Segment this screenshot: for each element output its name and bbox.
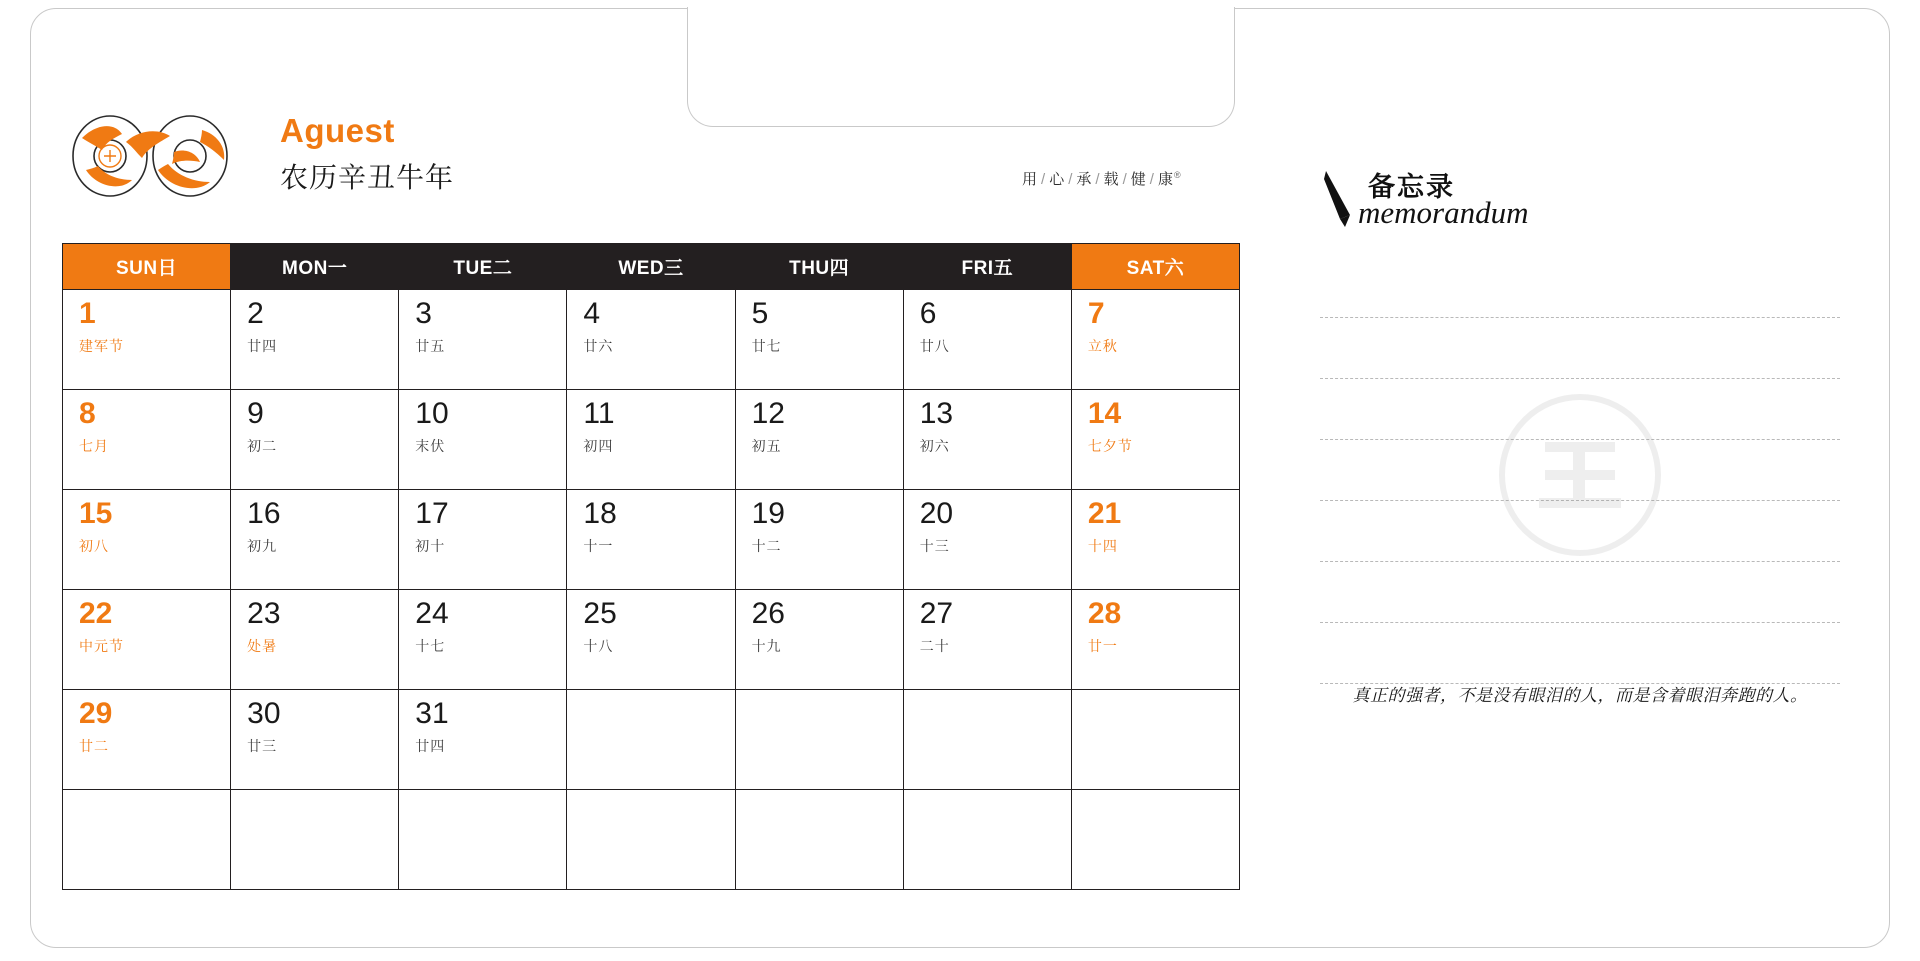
- day-lunar-label: 十三: [919, 537, 950, 554]
- day-lunar-label: 十一: [583, 537, 614, 554]
- day-cell[interactable]: [63, 690, 231, 790]
- day-number: 25: [583, 597, 617, 630]
- calendar-week-row: [63, 790, 1240, 890]
- day-cell-empty: [735, 790, 903, 890]
- memo-panel: [1320, 165, 1840, 865]
- day-number: 14: [1087, 397, 1122, 430]
- day-cell[interactable]: [231, 490, 399, 590]
- day-lunar-label: 初八: [79, 537, 109, 554]
- memo-quote: 真正的强者，不是没有眼泪的人，而是含着眼泪奔跑的人。: [1352, 686, 1808, 705]
- day-lunar-label: 七月: [79, 437, 109, 454]
- day-number: 12: [751, 397, 785, 430]
- day-cell[interactable]: [735, 490, 903, 590]
- slogan-char-4: 载: [1103, 171, 1120, 188]
- memo-header: [1320, 165, 1840, 243]
- day-number: 24: [415, 597, 449, 630]
- weekday-header-0: SUN日: [63, 244, 231, 290]
- day-cell[interactable]: [567, 590, 735, 690]
- day-number: 22: [79, 597, 113, 630]
- day-cell[interactable]: [399, 290, 567, 390]
- day-cell-empty: [399, 790, 567, 890]
- day-cell[interactable]: [1071, 490, 1239, 590]
- day-lunar-label: 十九: [751, 637, 782, 654]
- day-number: 3: [415, 297, 432, 330]
- calendar-week-row: [63, 590, 1240, 690]
- day-lunar-label: 立秋: [1087, 337, 1118, 354]
- day-number: 27: [919, 597, 954, 630]
- month-number-logo: [62, 108, 242, 204]
- day-lunar-label: 处暑: [247, 637, 278, 654]
- weekday-header-1: MON一: [231, 244, 399, 290]
- calendar-grid: [62, 243, 1240, 890]
- weekday-header-4: THU四: [735, 244, 903, 290]
- day-cell[interactable]: [903, 290, 1071, 390]
- day-cell[interactable]: [399, 490, 567, 590]
- day-cell[interactable]: [567, 390, 735, 490]
- day-number: 11: [583, 397, 615, 430]
- day-lunar-label: 廿七: [751, 337, 782, 354]
- day-cell[interactable]: [399, 690, 567, 790]
- day-number: 6: [919, 297, 937, 330]
- calendar-header: [62, 108, 1242, 208]
- day-cell[interactable]: [231, 290, 399, 390]
- day-lunar-label: 二十: [919, 637, 950, 654]
- slogan-char-5: 健: [1130, 171, 1147, 188]
- memo-title-cn: 备忘录: [1368, 172, 1455, 202]
- day-cell-empty: [231, 790, 399, 890]
- day-number: 10: [415, 397, 449, 430]
- day-number: 28: [1087, 597, 1122, 630]
- day-cell[interactable]: [63, 490, 231, 590]
- day-number: 26: [751, 597, 785, 630]
- brand-watermark: [1495, 390, 1665, 560]
- day-cell[interactable]: [735, 390, 903, 490]
- day-number: 30: [247, 697, 281, 730]
- day-cell[interactable]: [903, 390, 1071, 490]
- day-number: 21: [1087, 497, 1122, 530]
- day-lunar-label: 廿五: [415, 337, 446, 354]
- slogan-char-1: 用: [1022, 171, 1039, 188]
- day-lunar-label: 初六: [919, 437, 950, 454]
- day-cell[interactable]: [399, 390, 567, 490]
- slogan-char-3: 承: [1076, 171, 1093, 188]
- day-lunar-label: 初十: [415, 537, 446, 554]
- memo-line[interactable]: [1320, 623, 1840, 684]
- day-lunar-label: 初二: [247, 437, 278, 454]
- day-cell-empty: [567, 690, 735, 790]
- pen-icon: [1320, 169, 1360, 236]
- day-lunar-label: 建军节: [79, 337, 124, 354]
- weekday-header-2: TUE二: [399, 244, 567, 290]
- weekday-header-5: FRI五: [903, 244, 1071, 290]
- day-cell[interactable]: [1071, 290, 1239, 390]
- slogan-char-2: 心: [1049, 171, 1066, 188]
- day-lunar-label: 廿一: [1087, 637, 1118, 654]
- day-lunar-label: 十二: [751, 537, 782, 554]
- day-number: 29: [79, 697, 113, 730]
- day-cell-empty: [735, 690, 903, 790]
- day-cell[interactable]: [567, 490, 735, 590]
- day-number: 7: [1087, 297, 1105, 330]
- day-cell-empty: [1071, 690, 1239, 790]
- day-number: 16: [247, 497, 281, 530]
- slogan-char-6: 康: [1157, 171, 1174, 188]
- memo-line[interactable]: [1320, 562, 1840, 623]
- day-number: 13: [919, 397, 954, 430]
- day-cell-empty: [1071, 790, 1239, 890]
- memo-line[interactable]: [1320, 257, 1840, 318]
- day-lunar-label: 廿四: [415, 737, 446, 754]
- calendar-week-row: [63, 390, 1240, 490]
- day-cell[interactable]: [903, 490, 1071, 590]
- day-cell[interactable]: [1071, 390, 1239, 490]
- day-number: 19: [751, 497, 785, 530]
- day-cell[interactable]: [399, 590, 567, 690]
- weekday-header-3: WED三: [567, 244, 735, 290]
- day-lunar-label: 廿六: [583, 337, 614, 354]
- day-number: 18: [583, 497, 617, 530]
- day-lunar-label: 初四: [583, 437, 614, 454]
- day-lunar-label: 末伏: [415, 437, 446, 454]
- day-cell-empty: [567, 790, 735, 890]
- day-lunar-label: 中元节: [79, 637, 124, 654]
- memo-line[interactable]: [1320, 318, 1840, 379]
- day-lunar-label: 廿四: [247, 337, 278, 354]
- day-number: 9: [247, 397, 264, 430]
- day-lunar-label: 十七: [415, 637, 446, 654]
- calendar-week-row: [63, 690, 1240, 790]
- day-number: 8: [79, 397, 96, 430]
- day-number: 17: [415, 497, 449, 530]
- day-cell-empty: [903, 690, 1071, 790]
- day-number: 31: [415, 697, 449, 730]
- calendar-body: [63, 290, 1240, 890]
- day-number: 20: [919, 497, 954, 530]
- day-lunar-label: 廿八: [919, 337, 950, 354]
- day-number: 15: [79, 497, 113, 530]
- day-number: 4: [583, 297, 601, 330]
- memo-title-en: memorandum: [1358, 195, 1529, 230]
- day-cell[interactable]: [231, 590, 399, 690]
- day-lunar-label: 十四: [1087, 537, 1118, 554]
- day-lunar-label: 初九: [247, 537, 278, 554]
- tab-notch-cover: [688, 0, 1234, 10]
- day-lunar-label: 廿二: [79, 737, 109, 754]
- day-cell[interactable]: [63, 290, 231, 390]
- brand-slogan: 用 / 心 / 承 / 载 / 健 / 康®: [1022, 170, 1182, 188]
- day-number: 2: [247, 297, 264, 330]
- day-lunar-label: 廿三: [247, 737, 278, 754]
- lunar-year-label: 农历辛丑牛年: [280, 162, 455, 193]
- day-cell[interactable]: [231, 690, 399, 790]
- day-cell[interactable]: [735, 590, 903, 690]
- day-lunar-label: 初五: [751, 437, 782, 454]
- day-lunar-label: 七夕节: [1087, 437, 1133, 454]
- day-number: 5: [751, 297, 769, 330]
- day-number: 23: [247, 597, 281, 630]
- day-cell[interactable]: [231, 390, 399, 490]
- calendar-week-row: [63, 490, 1240, 590]
- day-cell[interactable]: [735, 290, 903, 390]
- calendar-weekday-row: [63, 244, 1240, 290]
- calendar-week-row: [63, 290, 1240, 390]
- day-cell[interactable]: [903, 590, 1071, 690]
- day-cell[interactable]: [63, 590, 231, 690]
- day-cell-empty: [903, 790, 1071, 890]
- day-cell-empty: [63, 790, 231, 890]
- day-cell[interactable]: [1071, 590, 1239, 690]
- month-name: Aguest: [280, 112, 395, 149]
- day-cell[interactable]: [63, 390, 231, 490]
- day-number: 1: [79, 297, 96, 330]
- day-lunar-label: 十八: [583, 637, 614, 654]
- weekday-header-6: SAT六: [1071, 244, 1239, 290]
- trademark-symbol: ®: [1173, 170, 1182, 180]
- day-cell[interactable]: [567, 290, 735, 390]
